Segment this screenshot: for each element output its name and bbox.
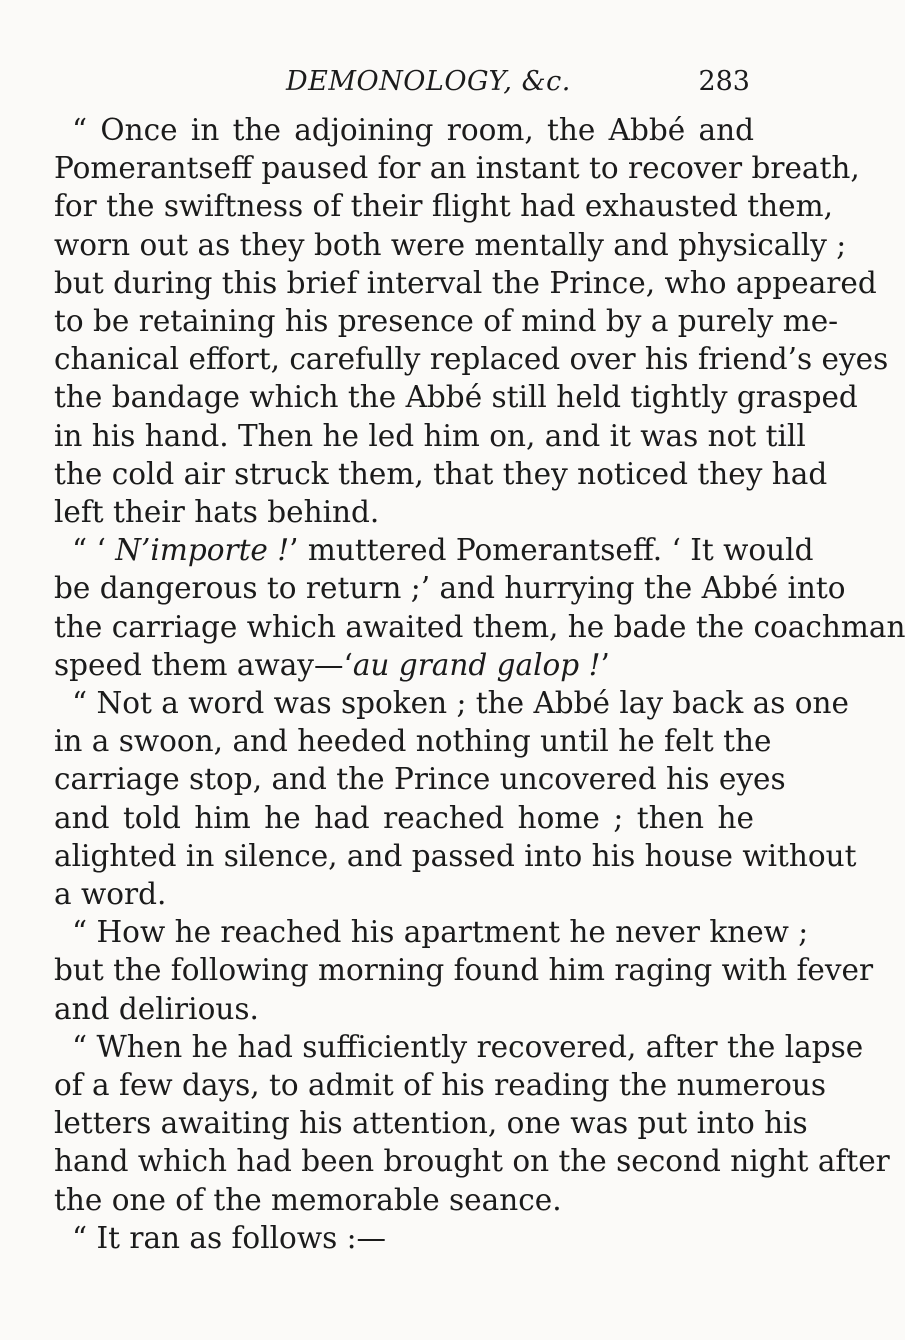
text-line: “ When he had sufficiently recovered, after the lapse xyxy=(72,1029,864,1064)
paragraph xyxy=(54,111,889,531)
text-line: the carriage which awaited them, he bade the coachman xyxy=(54,609,905,644)
paragraph xyxy=(54,1219,754,1257)
paragraph xyxy=(54,913,874,1028)
text-run: speed them away—‘ xyxy=(54,647,353,682)
text-run: ’ muttered Pomerantseff. ‘ It would xyxy=(289,533,814,568)
paragraph xyxy=(54,531,905,684)
paragraph xyxy=(54,684,857,913)
text-line: and told him he had reached home ; then he xyxy=(54,800,754,835)
text-line: carriage stop, and the Prince uncovered his eyes xyxy=(54,762,786,797)
italic-phrase: au grand galop ! xyxy=(352,647,601,682)
text-line: be dangerous to return ;’ and hurrying the Abbé into xyxy=(54,571,846,606)
running-head: DEMONOLOGY, &c. xyxy=(286,66,571,97)
text-line: “ How he reached his apartment he never knew ; xyxy=(72,915,809,950)
text-run: ’ xyxy=(600,647,610,682)
text-line: the cold air struck them, that they noticed they had xyxy=(54,456,828,491)
text-line: in his hand. Then he led him on, and it was not till xyxy=(54,418,806,453)
open-quotes: “ ‘ xyxy=(72,533,106,568)
text-line: of a few days, to admit of his reading the numerous xyxy=(54,1068,827,1103)
text-line: but the following morning found him raging with fever xyxy=(54,953,874,988)
text-line: a word. xyxy=(54,877,167,912)
text-line: “ Once in the adjoining room, the Abbé and xyxy=(72,113,754,147)
body-text xyxy=(54,111,905,1257)
text-line: hand which had been brought on the second night after xyxy=(54,1144,890,1179)
page-header xyxy=(200,66,750,106)
text-line: for the swiftness of their flight had exhausted them, xyxy=(54,189,833,224)
text-line: “ Not a word was spoken ; the Abbé lay back as one xyxy=(72,686,849,721)
text-line: Pomerantseff paused for an instant to recover breath, xyxy=(54,151,860,186)
text-line: alighted in silence, and passed into his house without xyxy=(54,838,857,873)
page-number: 283 xyxy=(698,66,750,97)
italic-phrase: N’importe ! xyxy=(115,533,290,568)
text-line xyxy=(54,646,754,684)
text-line: chanical effort, carefully replaced over his friend’s eyes xyxy=(54,342,889,377)
text-line xyxy=(54,531,814,569)
text-line: “ It ran as follows :— xyxy=(72,1220,387,1255)
text-line: worn out as they both were mentally and physically ; xyxy=(54,227,847,262)
text-line: to be retaining his presence of mind by a purely me- xyxy=(54,304,839,339)
text-line: but during this brief interval the Prince, who appeared xyxy=(54,265,877,300)
text-line: the bandage which the Abbé still held tightly grasped xyxy=(54,380,858,415)
text-line: and delirious. xyxy=(54,991,259,1026)
text-line: left their hats behind. xyxy=(54,495,380,530)
paragraph xyxy=(54,1028,890,1219)
text-line: the one of the memorable seance. xyxy=(54,1182,562,1217)
text-line: in a swoon, and heeded nothing until he felt the xyxy=(54,724,772,759)
text-line: letters awaiting his attention, one was put into his xyxy=(54,1106,808,1141)
